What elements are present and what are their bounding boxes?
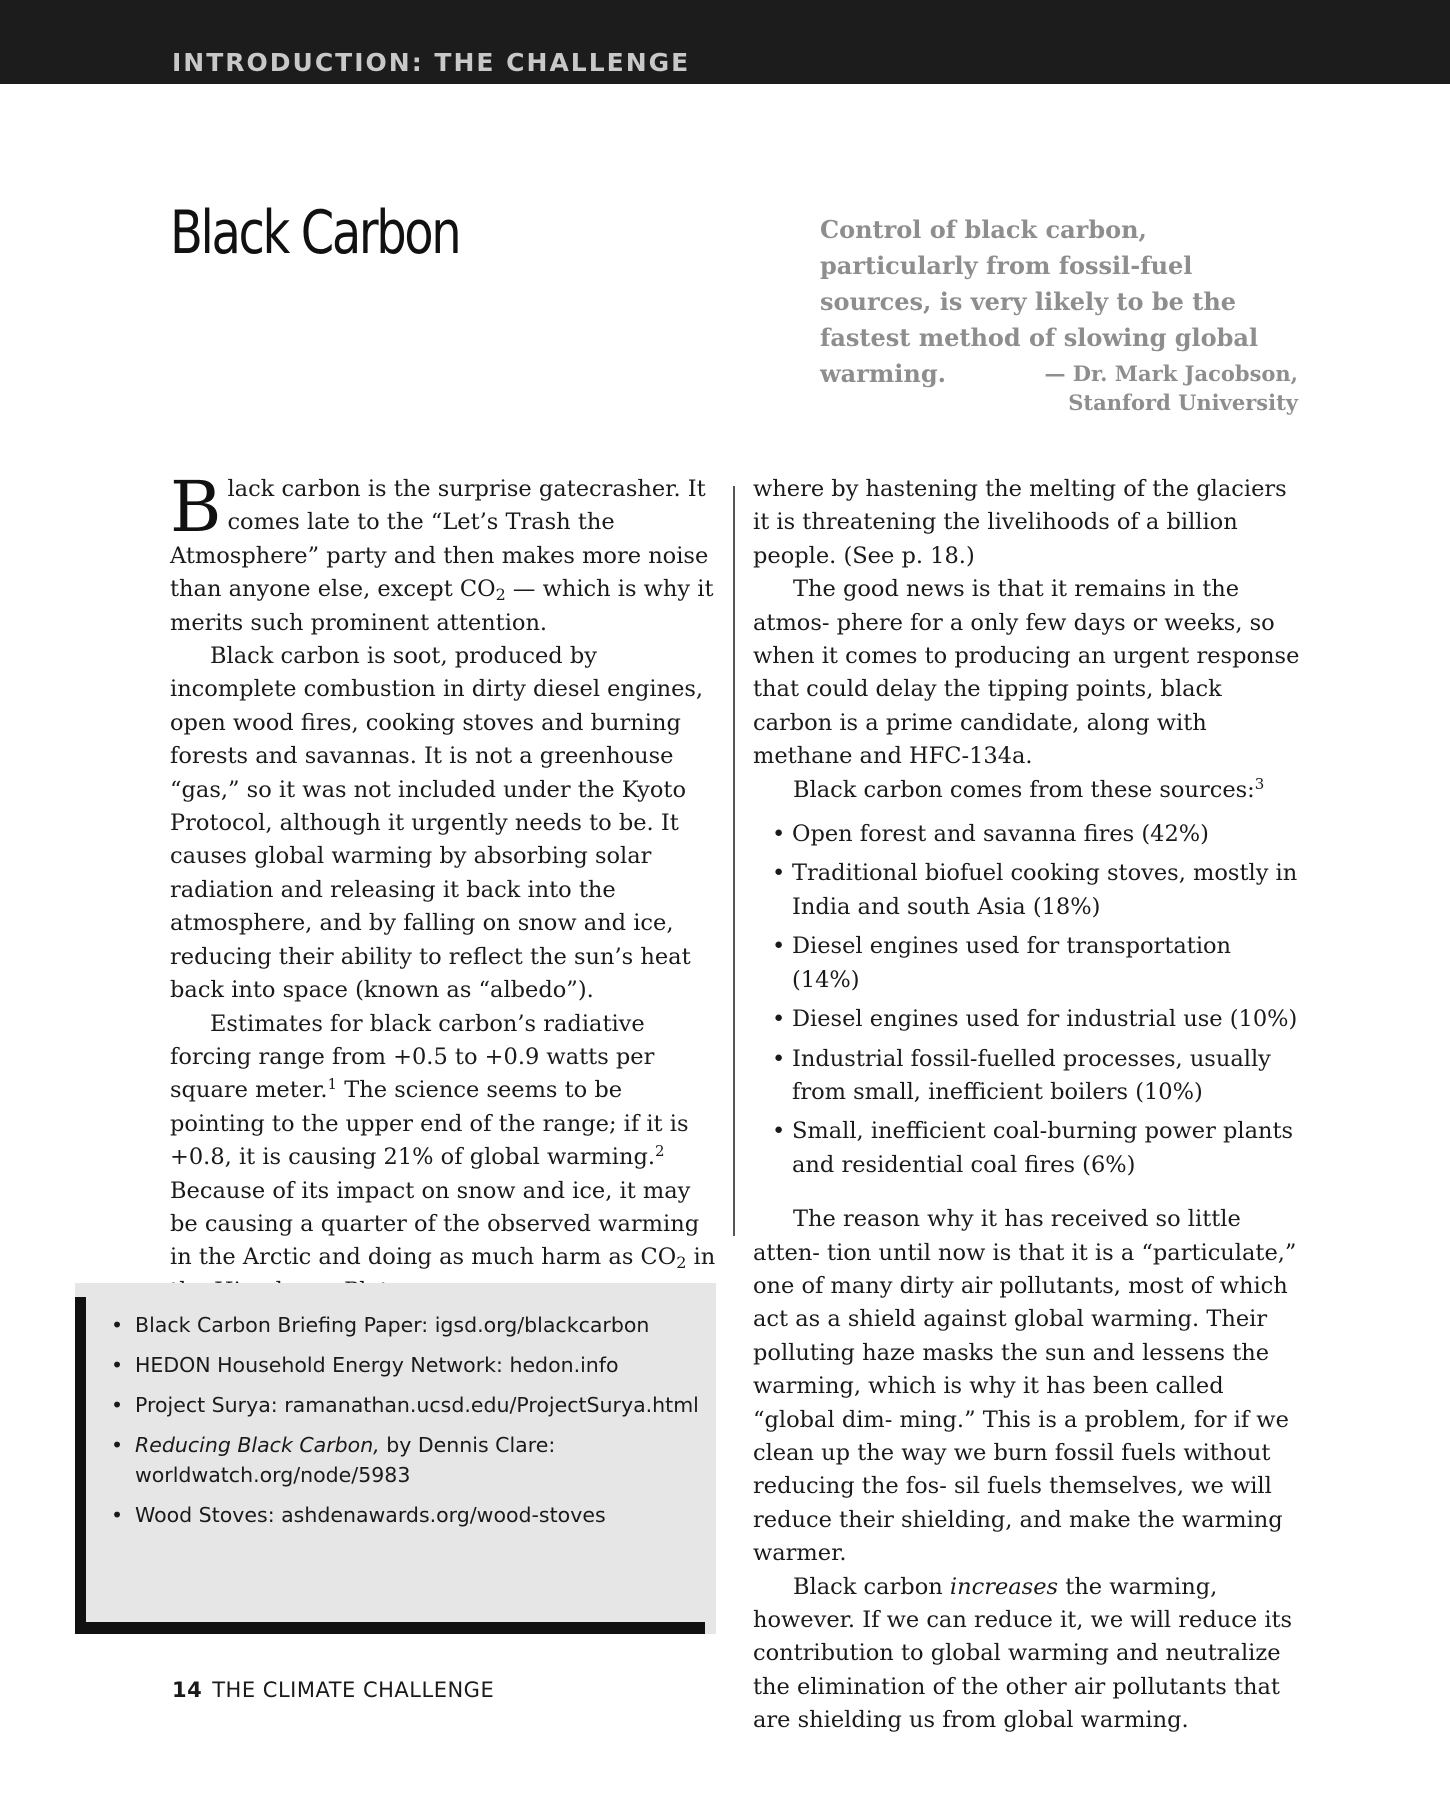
attribution-affiliation: Stanford University bbox=[1068, 390, 1298, 415]
list-item: • Diesel engines used for transportation (14%) bbox=[753, 930, 1303, 997]
list-item: • Wood Stoves: ashdenawards.org/wood-stoves bbox=[108, 1500, 708, 1530]
paragraph-6: Black carbon comes from these sources:$^3$ bbox=[793, 774, 1265, 803]
right-column bbox=[753, 473, 1303, 1738]
list-item: • Diesel engines used for industrial use (10%) bbox=[753, 1003, 1303, 1036]
book-title: THE CLIMATE CHALLENGE bbox=[212, 1678, 495, 1702]
resources-list bbox=[108, 1310, 708, 1540]
list-item: • Industrial fossil-fuelled processes, usually from small, inefficient boilers (10%) bbox=[753, 1043, 1303, 1110]
left-column bbox=[170, 466, 718, 1308]
footnote-ref: 1 bbox=[327, 1075, 338, 1094]
page-number: 14 bbox=[172, 1678, 203, 1702]
paragraph-4: where by hastening the melting of the glaciers it is threatening the livelihoods of a billion people. (See p. 18.) bbox=[753, 476, 1287, 569]
paragraph-5: The good news is that it remains in the atmos- phere for a only few days or weeks, so when it comes to producing an urgent response that could delay the tipping points, black carbon is a prime candidate, along with methane and HFC-134a. bbox=[753, 576, 1300, 770]
paragraph-7: The reason why it has received so little atten- tion until now is that it is a “particulate,” one of many dirty air pollutants, most of which act as a shield against global warming. Their polluting haze masks the sun and lessens the warming, which is why it has been called “global dim- ming.” This is a problem, for if we clean up the way we burn fossil fuels without reducing the fos- sil fuels themselves, we will reduce their shielding, and make the warming warmer. bbox=[753, 1206, 1297, 1567]
footnote-ref: 2 bbox=[655, 1142, 665, 1161]
list-item: • Small, inefficient coal-burning power plants and residential coal fires (6%) bbox=[753, 1115, 1303, 1182]
paragraph-3: Estimates for black carbon’s radiative forcing range from +0.5 to +0.9 watts per square meter.$^1$ The science seems to be pointing to the upper end of the range; if it is +0.8, it is causing 21% of global warming.$^2$ Because of its impact on snow and ice, it may be causing a quarter of the observed warming in the Arctic and doing as much harm as $CO_2$ in bbox=[170, 1010, 716, 1273]
list-item: • Project Surya: ramanathan.ucsd.edu/ProjectSurya.html bbox=[108, 1390, 708, 1420]
column-divider bbox=[733, 486, 735, 1236]
attribution-name: — Dr. Mark Jacobson, bbox=[1044, 361, 1298, 386]
footnote-ref: 3 bbox=[1254, 774, 1265, 793]
drop-cap: B bbox=[170, 466, 222, 548]
list-item: • Black Carbon Briefing Paper: igsd.org/blackcarbon bbox=[108, 1310, 708, 1340]
list-item: • HEDON Household Energy Network: hedon.info bbox=[108, 1350, 708, 1380]
paragraph-8: Black carbon increases the warming, however. If we can reduce it, we will reduce its contribution to global warming and neutralize the elimination of the other air pollutants that are shielding us from global warming. bbox=[753, 1573, 1293, 1734]
quote-attribution bbox=[820, 359, 1298, 417]
page-title: Black Carbon bbox=[170, 198, 460, 268]
sidebar-rule-left bbox=[75, 1297, 86, 1634]
list-item: • Reducing Black Carbon, by Dennis Clare: worldwatch.org/node/5983 bbox=[108, 1430, 708, 1490]
pull-quote: Control of black carbon, particularly from fossil-fuel sources, is very likely to be the fastest method of slowing global warming. bbox=[820, 215, 1259, 388]
section-header: INTRODUCTION: THE CHALLENGE bbox=[172, 48, 691, 77]
sidebar-rule-bottom bbox=[75, 1622, 705, 1634]
page-footer bbox=[172, 1678, 494, 1702]
paragraph-2: Black carbon is soot, produced by incomplete combustion in dirty diesel engines, open wood fires, cooking stoves and burning forests and savannas. It is not a greenhouse “gas,” so it was not included under the Kyoto Protocol, although it urgently needs to be. It causes global warming by absorbing solar radiation and releasing it back into the atmosphere, and by falling on snow and ice, reducing their ability to reflect the sun’s heat back into space (known as “albedo”). bbox=[170, 643, 704, 1004]
list-item: • Open forest and savanna fires (42%) bbox=[753, 818, 1303, 851]
paragraph-1: Black carbon is the surprise gatecrasher. It comes late to the “Let’s Trash the Atmosphere” party and then makes more noise than anyone else, except $CO_2$ — which is why it merits such prominent attention. bbox=[170, 466, 714, 636]
list-item: • Traditional biofuel cooking stoves, mostly in India and south Asia (18%) bbox=[753, 857, 1303, 924]
sources-list bbox=[753, 818, 1303, 1182]
